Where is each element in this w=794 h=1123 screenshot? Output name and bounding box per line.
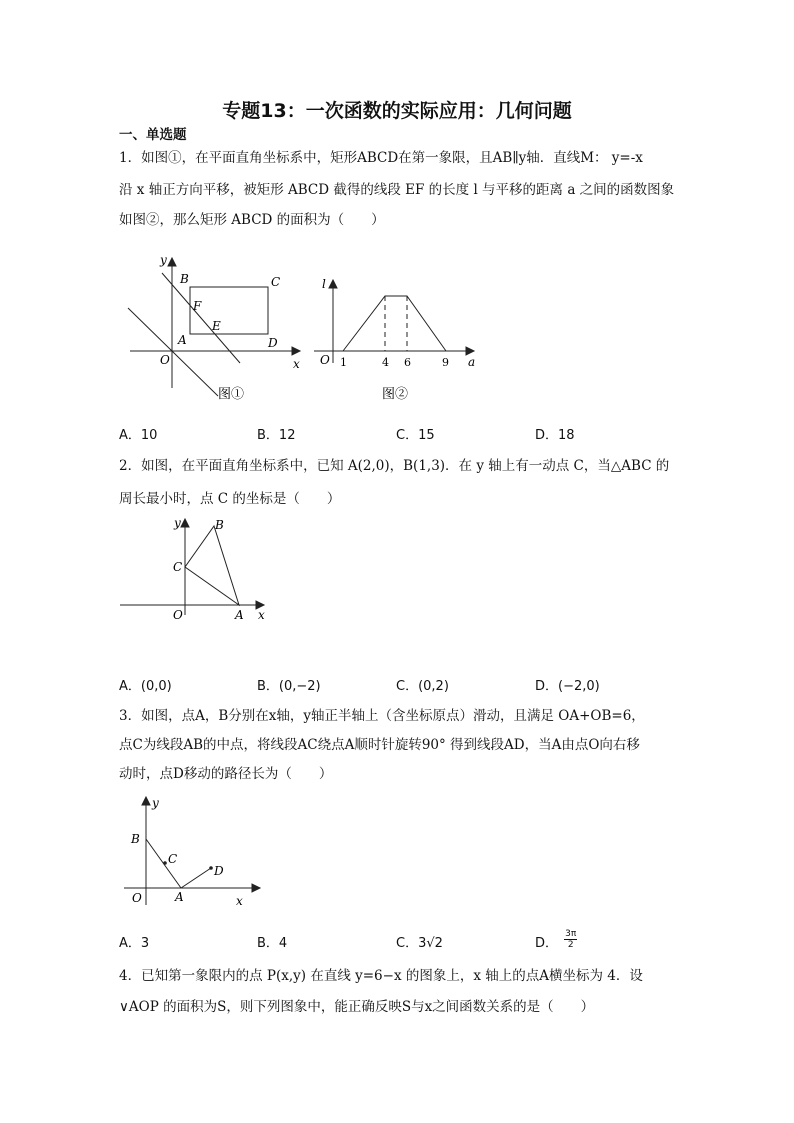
q3-fig-y-label: y bbox=[152, 796, 159, 810]
q1-fig2-origin-label: O bbox=[320, 353, 330, 367]
q1-fig1-origin-label: O bbox=[160, 353, 170, 367]
q3-fig-origin-label: O bbox=[132, 891, 142, 905]
q2-fig-point-c: C bbox=[173, 560, 183, 574]
q1-line-3: 如图②，那么矩形 ABCD 的面积为（ ） bbox=[119, 212, 385, 228]
q3-line-2: 点C为线段AB的中点，将线段AC绕点A顺时针旋转90° 得到线段AD，当A由点O向右移 bbox=[119, 737, 640, 753]
q2-option-d[interactable]: D．(−2,0) bbox=[535, 679, 600, 694]
q3-option-b[interactable]: B．4 bbox=[257, 936, 288, 951]
q1-fig2-tick-9: 9 bbox=[442, 356, 449, 369]
q1-fig1-point-a: A bbox=[178, 333, 187, 347]
q1-figure-1 bbox=[120, 248, 320, 408]
q2-line-2: 周长最小时，点 C 的坐标是（ ） bbox=[119, 491, 341, 507]
q1-fig2-tick-4: 4 bbox=[382, 356, 389, 369]
q2-option-b[interactable]: B．(0,−2) bbox=[257, 679, 321, 694]
q3-fig-point-a: A bbox=[175, 890, 184, 904]
q3-option-d-letter: D． bbox=[535, 936, 559, 951]
q1-fig2-caption: 图② bbox=[382, 387, 409, 402]
q3-fig-point-d: D bbox=[214, 864, 224, 878]
q1-option-a[interactable]: A．10 bbox=[119, 428, 158, 443]
q1-line-2: 沿 x 轴正方向平移，被矩形 ABCD 截得的线段 EF 的长度 l 与平移的距离 a 之间的函数图象 bbox=[119, 182, 675, 198]
q1-fig1-point-f: F bbox=[193, 299, 202, 313]
q1-fig2-tick-1: 1 bbox=[340, 356, 347, 369]
q4-line-1: 4．已知第一象限内的点 P(x,y) 在直线 y=6−x 的图象上，x 轴上的点A横坐标为 4．设 bbox=[119, 968, 643, 984]
q2-option-c[interactable]: C．(0,2) bbox=[396, 679, 449, 694]
q1-option-b[interactable]: B．12 bbox=[257, 428, 296, 443]
q1-fig2-a-label: a bbox=[468, 355, 476, 369]
q1-fig2-l-label: l bbox=[322, 277, 326, 291]
q2-option-a[interactable]: A．(0,0) bbox=[119, 679, 172, 694]
q1-fig1-point-c: C bbox=[271, 275, 281, 289]
q1-fig1-point-d: D bbox=[268, 336, 278, 350]
q3-option-c[interactable]: C．3√2 bbox=[396, 936, 443, 951]
q2-fig-origin-label: O bbox=[173, 608, 183, 622]
q1-fig1-point-e: E bbox=[212, 319, 221, 333]
q3-option-d-denominator: 2 bbox=[567, 940, 574, 950]
q2-line-1: 2．如图，在平面直角坐标系中，已知 A(2,0)，B(1,3)．在 y 轴上有一动点 C，当△ABC 的 bbox=[119, 458, 670, 474]
q3-fig-point-b: B bbox=[131, 832, 140, 846]
q3-fig-point-c: C bbox=[168, 852, 178, 866]
q1-option-d[interactable]: D．18 bbox=[535, 428, 575, 443]
q2-fig-y-label: y bbox=[174, 516, 181, 530]
q2-fig-point-b: B bbox=[215, 518, 224, 532]
q1-figure-2 bbox=[310, 268, 490, 428]
q3-fig-x-label: x bbox=[236, 894, 243, 908]
q1-fig1-point-b: B bbox=[180, 272, 189, 286]
q3-option-d[interactable] bbox=[535, 929, 577, 954]
q3-option-a[interactable]: A．3 bbox=[119, 936, 150, 951]
q3-line-3: 动时，点D移动的路径长为（ ） bbox=[119, 766, 333, 782]
q1-line-1: 1．如图①，在平面直角坐标系中，矩形ABCD在第一象限，且AB∥y轴．直线M： y=-x bbox=[119, 150, 643, 166]
page-title: 专题13：一次函数的实际应用：几何问题 bbox=[222, 100, 572, 122]
q2-figure bbox=[118, 515, 278, 635]
q3-line-1: 3．如图，点A，B分别在x轴，y轴正半轴上（含坐标原点）滑动，且满足 OA+OB=6， bbox=[119, 708, 645, 724]
q1-option-c[interactable]: C．15 bbox=[396, 428, 435, 443]
q2-fig-point-a: A bbox=[235, 608, 244, 622]
q3-option-d-fraction bbox=[564, 929, 577, 950]
q1-fig2-tick-6: 6 bbox=[404, 356, 411, 369]
q1-fig1-caption: 图① bbox=[218, 387, 245, 402]
q2-fig-x-label: x bbox=[258, 608, 265, 622]
q4-line-2: ∨AOP 的面积为S，则下列图象中，能正确反映S与x之间函数关系的是（ ） bbox=[119, 999, 595, 1015]
q1-fig1-x-label: x bbox=[293, 357, 300, 371]
section-heading: 一、单选题 bbox=[119, 127, 187, 143]
q3-option-d-numerator: 3π bbox=[565, 929, 577, 939]
q3-figure bbox=[122, 793, 272, 913]
q1-fig1-y-label: y bbox=[160, 253, 167, 267]
